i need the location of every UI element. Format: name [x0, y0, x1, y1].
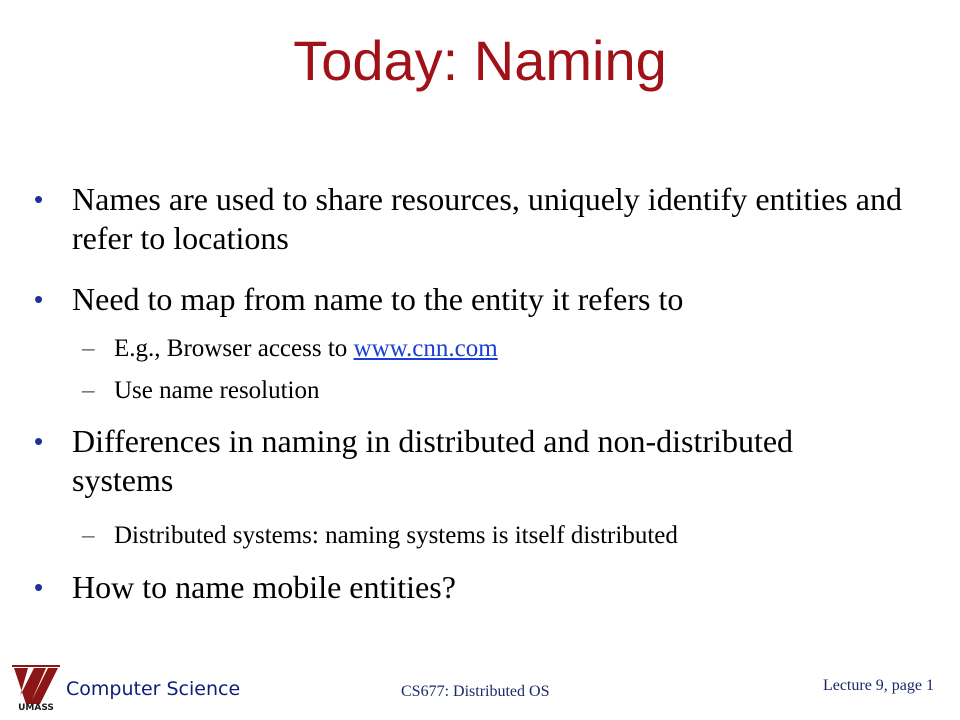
page-number: Lecture 9, page 1: [822, 677, 934, 694]
cnn-link[interactable]: www.cnn.com: [353, 335, 498, 362]
bullet-dot: •: [34, 284, 44, 314]
sub-bullet-item: [114, 333, 914, 365]
bullet-item: Differences in naming in distributed and non-distributed systems: [72, 423, 794, 498]
sub-bullet-item: Distributed systems: naming systems is itself distributed: [114, 522, 678, 549]
sub-bullet-dash: –: [82, 377, 95, 404]
sub-bullet-dash: –: [82, 335, 95, 362]
department-label: Computer Science: [66, 678, 241, 700]
slide-title: Today: Naming: [293, 29, 667, 92]
logo-text: UMASS: [18, 703, 54, 712]
bullet-item: Names are used to share resources, uniquely identify entities and refer to locations: [72, 181, 902, 256]
bullet-dot: •: [34, 426, 44, 456]
course-label: CS677: Distributed OS: [401, 683, 550, 700]
bullet-item: How to name mobile entities?: [72, 569, 456, 605]
sub-bullet-text: E.g., Browser access to: [114, 335, 354, 362]
bullet-item: Need to map from name to the entity it refers to: [72, 281, 684, 317]
bullet-dot: •: [34, 184, 44, 214]
sub-bullet-item: Use name resolution: [114, 377, 320, 404]
sub-bullet-dash: –: [82, 522, 95, 549]
umass-logo-icon: [10, 660, 62, 712]
bullet-dot: •: [34, 572, 44, 602]
